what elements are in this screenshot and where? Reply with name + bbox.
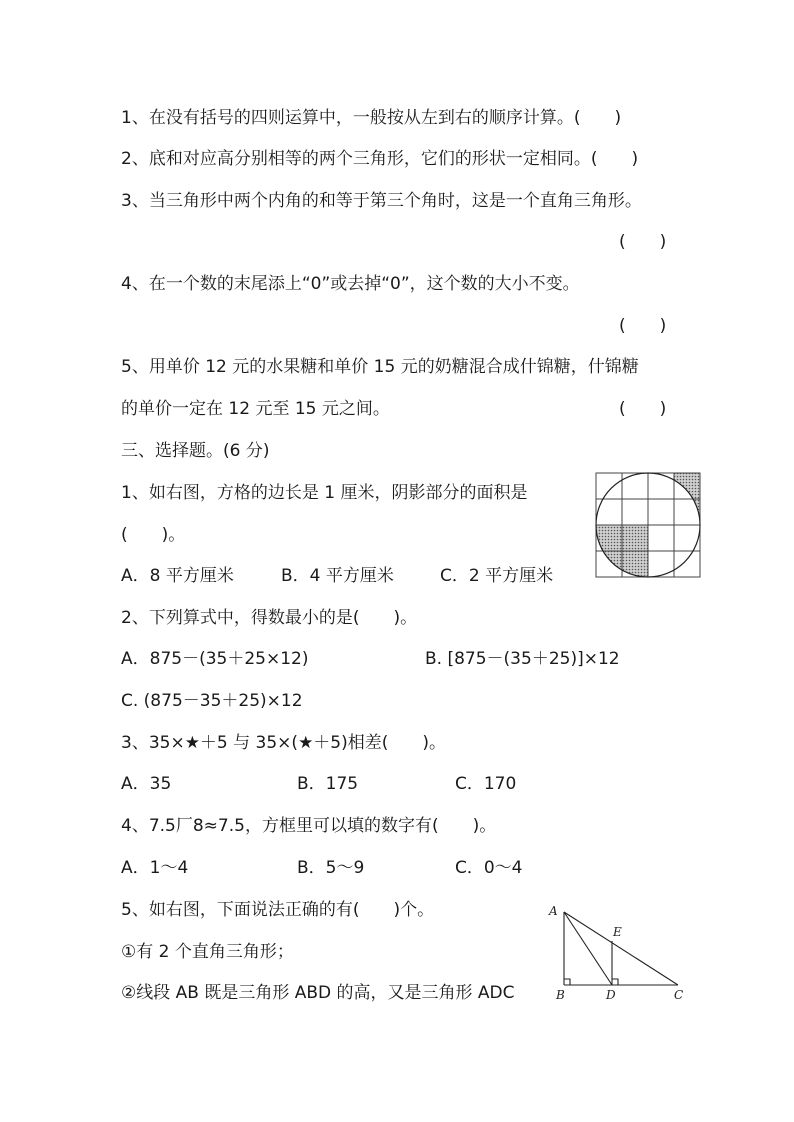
q3-option-c: C．170	[455, 774, 517, 794]
judgment-item-3: 3、当三角形中两个内角的和等于第三个角时，这是一个直角三角形。	[121, 191, 642, 211]
q1-text: 1、如右图，方格的边长是 1 厘米，阴影部分的面积是	[121, 483, 528, 503]
q3-option-a: A．35	[121, 774, 172, 794]
q2-option-b: B. [875－(35＋25)]×12	[425, 649, 620, 669]
q5-statement-1: ①有 2 个直角三角形；	[121, 942, 294, 962]
q1-option-b: B．4 平方厘米	[281, 566, 394, 586]
vertex-label-d: D	[606, 988, 616, 1002]
q2-text: 2、下列算式中，得数最小的是( )。	[121, 608, 418, 628]
q4-text: 4、7.5厂8≈7.5，方框里可以填的数字有( )。	[121, 816, 497, 836]
answer-paren-4: ( )	[619, 316, 667, 336]
q1-option-c: C．2 平方厘米	[440, 566, 554, 586]
vertex-label-e: E	[613, 925, 622, 939]
q4-option-c: C．0～4	[455, 858, 523, 878]
q1-option-a: A．8 平方厘米	[121, 566, 234, 586]
vertex-label-c: C	[674, 988, 684, 1002]
q1-blank: ( )。	[121, 525, 186, 545]
judgment-item-2: 2、底和对应高分别相等的两个三角形，它们的形状一定相同。( )	[121, 149, 639, 169]
q2-option-a: A．875－(35＋25×12)	[121, 649, 309, 669]
answer-paren-5: ( )	[619, 399, 667, 419]
q2-option-c: C. (875－35＋25)×12	[121, 691, 303, 711]
judgment-item-5: 5、用单价 12 元的水果糖和单价 15 元的奶糖混合成什锦糖，什锦糖	[121, 357, 639, 377]
q4-option-a: A．1～4	[121, 858, 189, 878]
q3-option-b: B．175	[297, 774, 359, 794]
answer-paren-3: ( )	[619, 232, 667, 252]
judgment-item-4: 4、在一个数的末尾添上“0”或去掉“0”，这个数的大小不变。	[121, 274, 580, 294]
q5-text: 5、如右图，下面说法正确的有( )个。	[121, 900, 435, 920]
judgment-item-1: 1、在没有括号的四则运算中，一般按从左到右的顺序计算。( )	[121, 108, 622, 128]
vertex-label-a: A	[549, 904, 558, 918]
q3-text: 3、35×★＋5 与 35×(★＋5)相差( )。	[121, 733, 447, 753]
judgment-item-5-cont: 的单价一定在 12 元至 15 元之间。	[121, 399, 390, 419]
q4-option-b: B．5～9	[297, 858, 365, 878]
triangle-figure	[540, 898, 690, 1008]
vertex-label-b: B	[556, 988, 565, 1002]
section-heading: 三、选择题。(6 分)	[121, 441, 270, 461]
grid-circle-figure	[595, 472, 703, 580]
q5-statement-2: ②线段 AB 既是三角形 ABD 的高，又是三角形 ADC	[121, 983, 515, 1003]
